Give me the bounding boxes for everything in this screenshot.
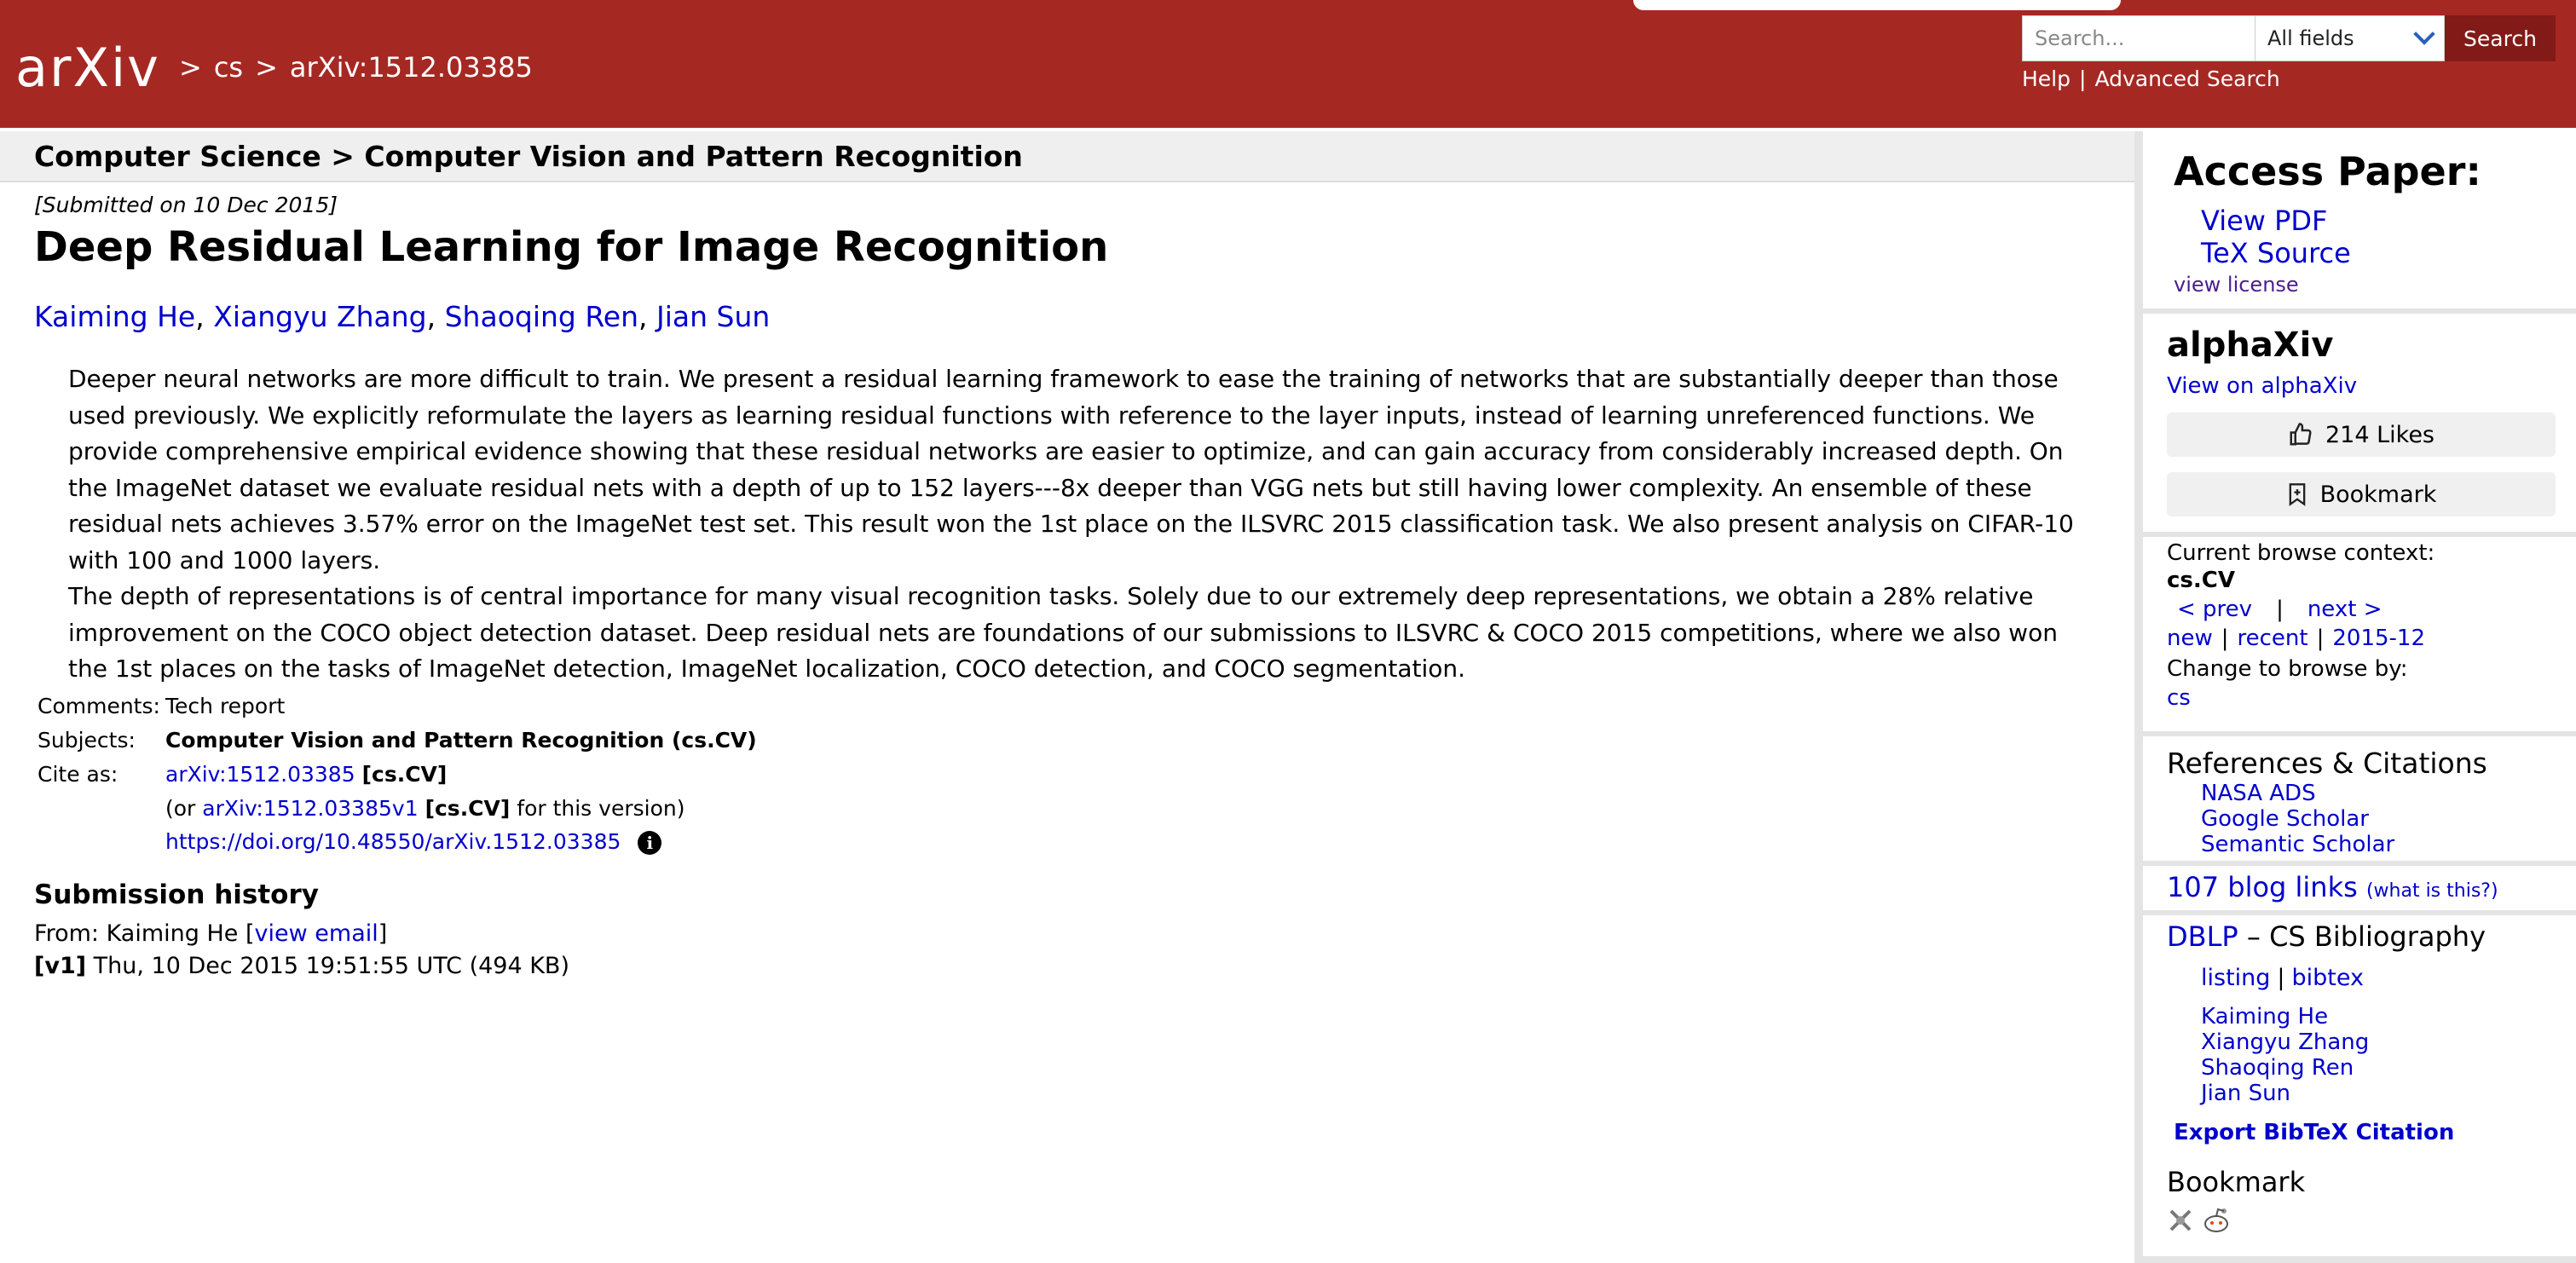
comments-value: Tech report [165, 693, 286, 718]
prev-link[interactable]: < prev [2177, 597, 2253, 622]
change-browse-label: Change to browse by: [2167, 656, 2408, 682]
link-separator: | [2079, 66, 2087, 91]
bibtex-link[interactable]: bibtex [2291, 965, 2365, 991]
likes-button[interactable] [2167, 412, 2556, 457]
semantic-scholar-link[interactable]: Semantic Scholar [2201, 832, 2395, 857]
subjects-row [34, 723, 757, 757]
nasa-ads-link[interactable]: NASA ADS [2201, 781, 2316, 806]
access-paper-title: Access Paper: [2174, 148, 2481, 194]
access-paper-box [2143, 131, 2576, 309]
or-prefix: (or [165, 795, 196, 821]
prev-next-nav [2177, 597, 2382, 622]
site-header [0, 0, 2576, 128]
nav-separator: | [2277, 965, 2285, 991]
submission-from [34, 920, 387, 947]
cite-category: [cs.CV] [361, 761, 448, 787]
nav-separator: | [2276, 597, 2284, 622]
alphaxiv-title: alphaXiv [2167, 326, 2334, 365]
export-box [2143, 1111, 2576, 1156]
likes-count: 214 Likes [2325, 421, 2434, 448]
crumb-cs[interactable]: cs [213, 51, 244, 84]
search-button[interactable]: Search [2445, 15, 2556, 61]
author-list: Kaiming He, Xiangyu Zhang, Shaoqing Ren, Jian Sun [34, 300, 771, 333]
doi-link[interactable]: https://doi.org/10.48550/arXiv.1512.03385 [165, 829, 621, 854]
dblp-author-link[interactable]: Kaiming He [2201, 1004, 2329, 1029]
new-link[interactable]: new [2167, 626, 2213, 651]
cite-version-row [34, 791, 757, 825]
blog-links-box [2143, 866, 2576, 910]
recent-link[interactable]: recent [2237, 626, 2308, 651]
author-link[interactable]: Xiangyu Zhang [213, 300, 427, 333]
submission-date: [Submitted on 10 Dec 2015] [34, 193, 338, 217]
version-date: Thu, 10 Dec 2015 19:51:55 UTC (494 KB) [93, 953, 569, 979]
sidebar [2134, 131, 2576, 1263]
version-label[interactable]: [v1] [34, 953, 87, 979]
subject-breadcrumb-text: Computer Science > Computer Vision and Pattern Recognition [34, 140, 1023, 173]
listing-nav [2167, 626, 2425, 651]
bookmark-label: Bookmark [2319, 481, 2437, 508]
cite-row [34, 757, 757, 791]
search-field-value: All fields [2267, 26, 2354, 50]
cite-label: Cite as: [38, 761, 118, 787]
view-on-alphaxiv-link[interactable]: View on alphaXiv [2167, 373, 2358, 399]
paper-title: Deep Residual Learning for Image Recognition [34, 223, 1109, 271]
listing-link[interactable]: listing [2201, 965, 2271, 991]
bookmark-button[interactable] [2167, 472, 2556, 516]
search-field-select[interactable] [2255, 15, 2445, 61]
view-license-link[interactable]: view license [2174, 273, 2299, 297]
submission-history-title: Submission history [34, 879, 319, 910]
browse-context-box [2143, 537, 2576, 731]
bookmark-icon [2286, 482, 2308, 506]
help-link[interactable]: Help [2022, 66, 2071, 91]
next-link[interactable]: next > [2307, 597, 2383, 622]
author-link[interactable]: Shaoqing Ren [444, 300, 639, 333]
bibsonomy-icon[interactable] [2167, 1207, 2194, 1234]
social-bookmark-box [2143, 1161, 2576, 1256]
dblp-suffix: – CS Bibliography [2246, 920, 2486, 953]
subjects-label: Subjects: [38, 727, 136, 753]
cite-version-category: [cs.CV] [425, 795, 511, 821]
blog-links-link[interactable]: 107 blog links [2167, 871, 2358, 903]
logo-text: arXiv [15, 36, 160, 99]
alphaxiv-box [2143, 314, 2576, 532]
month-link[interactable]: 2015-12 [2332, 626, 2425, 651]
doi-row [34, 825, 757, 859]
crumb-sep: > [255, 51, 278, 84]
context-value: cs.CV [2167, 568, 2235, 593]
abstract-paragraph: The depth of representations is of central importance for many visual recognition tasks. Solely due to our extremely deep representations, we obtain a 28% relative improvement on the COCO object detection dataset. Deep residual nets are foundations of our submissions to ILSVRC & COCO 2015 competitions, where we also won the 1st places on the tasks of ImageNet detection, ImageNet localization, COCO detection, and COCO segmentation. [68, 582, 2058, 683]
cite-id-link[interactable]: arXiv:1512.03385 [165, 761, 355, 787]
crumb-paper-id: arXiv:1512.03385 [289, 51, 533, 84]
dblp-author-link[interactable]: Jian Sun [2201, 1081, 2291, 1106]
chevron-down-icon [2413, 23, 2434, 44]
search-input[interactable] [2022, 15, 2255, 61]
comments-row [34, 689, 757, 723]
nav-separator: | [2316, 626, 2325, 651]
references-title: References & Citations [2167, 747, 2487, 780]
dblp-author-link[interactable]: Shaoqing Ren [2201, 1055, 2354, 1081]
cite-version-link[interactable]: arXiv:1512.03385v1 [202, 795, 419, 821]
abstract-paragraph: Deeper neural networks are more difficult to train. We present a residual learning framework to ease the training of networks that are substantially deeper than those used previously. We explicitly reformulate the layers as learning residual functions with reference to the layer inputs, instead of learning unreferenced functions. We provide comprehensive empirical evidence showing that these residual networks are easier to optimize, and can gain accuracy from considerably increased depth. On the ImageNet dataset we evaluate residual nets with a depth of up to 152 layers---8x deeper than VGG nets but still having lower complexity. An ensemble of these residual nets achieves 3.57% error on the ImageNet test set. This result won the 1st place on the ILSVRC 2015 classification task. We also present analysis on CIFAR-10 with 100 and 1000 layers. [68, 365, 2074, 574]
dblp-link[interactable]: DBLP [2167, 920, 2238, 953]
subjects-value: Computer Vision and Pattern Recognition (cs.CV) [165, 727, 757, 753]
top-notch [1633, 0, 2121, 10]
from-prefix: From: Kaiming He [ [34, 920, 255, 947]
export-bibtex-link[interactable]: Export BibTeX Citation [2174, 1120, 2455, 1145]
tex-source-link[interactable]: TeX Source [2201, 237, 2351, 269]
google-scholar-link[interactable]: Google Scholar [2201, 806, 2369, 832]
or-suffix: for this version) [517, 795, 685, 821]
arxiv-logo[interactable] [15, 34, 160, 101]
nav-separator: | [2221, 626, 2229, 651]
what-is-this-link[interactable]: (what is this?) [2365, 880, 2498, 902]
bookmark-title: Bookmark [2167, 1166, 2306, 1198]
header-links [2022, 66, 2280, 91]
thumbs-up-icon [2288, 422, 2313, 447]
version-entry [34, 953, 569, 979]
dblp-author-link[interactable]: Xiangyu Zhang [2201, 1029, 2370, 1055]
dblp-links [2201, 965, 2364, 991]
author-link[interactable]: Jian Sun [656, 300, 771, 333]
view-email-link[interactable]: view email [254, 920, 378, 947]
advanced-search-link[interactable]: Advanced Search [2094, 66, 2280, 91]
info-icon[interactable]: i [638, 831, 661, 855]
metadata-table [34, 689, 757, 859]
abstract [68, 361, 2088, 688]
context-label: Current browse context: [2167, 540, 2435, 566]
crumb-sep: > [179, 51, 202, 84]
header-breadcrumb [179, 51, 533, 84]
search-bar [2022, 15, 2556, 61]
subject-breadcrumb [0, 131, 2134, 182]
author-link[interactable]: Kaiming He [34, 300, 196, 333]
bookmark-icons [2167, 1207, 2232, 1234]
from-suffix: ] [378, 920, 388, 947]
reddit-icon[interactable] [2201, 1207, 2232, 1234]
view-pdf-link[interactable]: View PDF [2201, 205, 2328, 237]
comments-label: Comments: [38, 693, 160, 718]
browse-cs-link[interactable]: cs [2167, 685, 2191, 711]
references-box [2143, 736, 2576, 861]
